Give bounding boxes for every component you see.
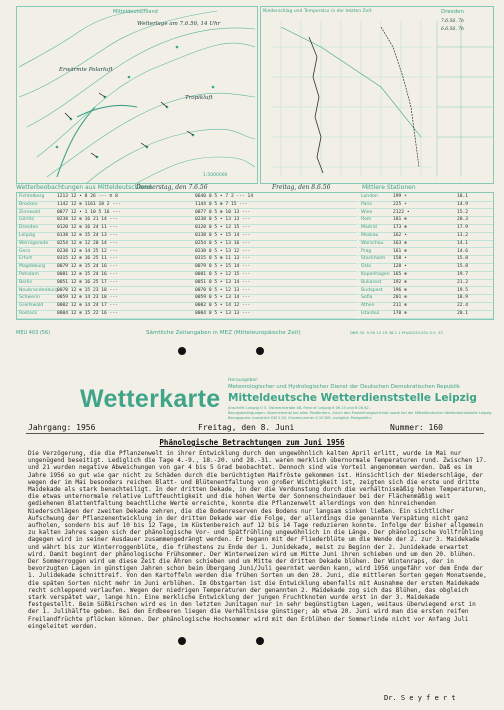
day2-values: 0238 0 5 • 13 12 --- (195, 248, 251, 254)
station-name: Greifswald (19, 303, 44, 309)
publisher-address: Anschrift: Leipzig O 5, Ostmarkstraße 48, Fernruf: Leipzig 6 06 24 und 6 08 62. (228, 406, 370, 410)
day2-values: 0070 0 5 • 12 13 --- (195, 287, 251, 293)
day1-values: 0138 12 ⊕ 15 24 13 --- (57, 233, 118, 238)
day1-values: 0079 12 ⊕ 15 24 16 --- (57, 264, 118, 270)
punch-hole (256, 637, 264, 645)
graph-note-2: 6.6.56, 7h (441, 27, 464, 32)
time-note: Sämtliche Zeitangaben in MEZ (Mitteleuropäische Zeit) (146, 330, 301, 336)
station-value: 15.8 (457, 256, 469, 262)
day1-values: 0315 12 ⊕ 16 25 11 --- (57, 256, 118, 262)
punch-hole (178, 347, 186, 355)
station-name: Sofia (361, 295, 373, 301)
day2-values: 0138 0 5 • 15 14 --- (195, 233, 251, 238)
day2-values: 0002 0 5 • 14 12 --- (195, 303, 251, 309)
publisher-subtitle: Meteorologischer und Hydrologischer Dienst der Deutschen Demokratischen Republik (228, 384, 460, 390)
station-name: Potsdam (19, 272, 39, 277)
station-value: 18.9 (457, 295, 469, 301)
day2-label: Freitag, den 8.6.56 (272, 184, 331, 191)
station-name: Görlitz (19, 217, 35, 223)
table-heading-row (16, 184, 492, 192)
station-name: Zinnwald (19, 209, 41, 215)
station-value: 201 ⊕ (393, 295, 407, 301)
publisher-name: Mitteldeutsche Wetterdienststelle Leipzig (228, 392, 477, 404)
article-title: Phänologische Betrachtungen zum Juni 1956 (159, 438, 345, 447)
other-stations (359, 193, 493, 319)
day2-values: 0079 0 5 • 15 14 --- (195, 264, 251, 270)
graph-note-1: 7.6.56, 7h (441, 19, 464, 24)
station-name: Budapest (361, 287, 383, 293)
front-label-polar: Erwärmte Polarluft (59, 67, 113, 73)
station-name: Stockholm (361, 256, 386, 262)
station-name: Bukarest (361, 279, 382, 285)
day2-values: 0315 0 5 ⊕ 11 13 --- (195, 256, 251, 262)
station-value: 13.2 (457, 233, 469, 238)
table-row (17, 310, 357, 319)
issue-year: Jahrgang: 1956 (28, 423, 96, 432)
station-name: Dresden (19, 225, 39, 231)
day1-values: 0238 12 ⊕ 16 21 14 --- (57, 217, 118, 223)
station-name: Fichtelberg (19, 194, 45, 199)
station-name: Berlin (19, 279, 33, 285)
station-value: 19.5 (457, 287, 469, 293)
day2-values: 1144 0 5 ⊕ 7 15 --- (195, 201, 248, 207)
isobar-map-drawing (17, 7, 257, 183)
day1-values: 0254 12 ⊕ 12 20 14 --- (57, 240, 118, 246)
day2-values: 0877 0 5 ⊕ 10 13 --- (195, 209, 251, 215)
station-value: 15.2 (457, 209, 469, 215)
publisher-subscription: Bezugsbedingungen: Abonnements bei allen Postämtern, durch den Postzeitungsvertrieb sowie bei der Mitteldeutschen Wetterdienststelle Leipzig. (228, 411, 493, 415)
station-value: 196 ⊕ (393, 287, 407, 293)
station-name: Moskau (361, 233, 379, 238)
station-value: 20.3 (457, 217, 469, 223)
punch-hole (256, 347, 264, 355)
station-value: 158 • (393, 256, 407, 262)
station-name: Athen (361, 303, 375, 309)
chart-band (16, 6, 492, 182)
punch-hole (178, 637, 186, 645)
station-name: Magdeburg (19, 264, 45, 270)
issue-number: Nummer: 160 (390, 423, 443, 432)
station-value: 21.2 (457, 279, 469, 285)
station-name: Oslo (361, 264, 372, 270)
station-name: Rostock (19, 311, 37, 316)
station-name: Schwerin (19, 295, 41, 301)
graph-title: Niederschlag und Temperatur in der letzten Zeit (263, 9, 372, 14)
issue-date: Freitag, den 8. Juni (198, 423, 295, 432)
graph-station: Dresden (441, 9, 464, 15)
station-value: 18.1 (457, 194, 469, 199)
temperature-graph-drawing (261, 7, 493, 183)
day2-values: 0120 0 5 • 12 15 --- (195, 225, 251, 231)
station-value: 211 ⊕ (393, 303, 407, 309)
publisher-price: Bezugspreis: monatlich DM 2,50. Einzelnummer 0,10 DM, zuzüglich Postgebühr. (228, 416, 372, 420)
day1-values: 0070 12 ⊕ 15 23 18 --- (57, 287, 118, 293)
header-rule (26, 433, 484, 434)
station-name: Erfurt (19, 256, 33, 262)
day1-values: 0059 12 ⊕ 14 23 18 --- (57, 295, 118, 301)
station-value: 161 ⊕ (393, 248, 407, 254)
day1-values: 0877 12 • 1 10 5 16 --- (57, 209, 121, 215)
day2-values: 0051 0 5 • 13 14 --- (195, 279, 251, 285)
station-value: 19.7 (457, 272, 469, 277)
day1-values: 0051 12 ⊕ 16 25 17 --- (57, 279, 118, 285)
station-value: 192 ⊕ (393, 279, 407, 285)
footer-code-left: MEU 403 (56) (16, 330, 51, 336)
day2-values: 0004 0 5 • 13 13 --- (195, 311, 251, 316)
station-value: 20.1 (457, 311, 469, 316)
right-heading: Mittlere Stationen (362, 184, 416, 191)
station-name: Paris (361, 201, 372, 207)
station-name: Prag (361, 248, 372, 254)
article-body (28, 450, 488, 630)
table-row (359, 310, 493, 319)
station-value: 15.8 (457, 264, 469, 270)
table-heading: Wetterbeobachtungen aus Mitteldeutschland (16, 184, 152, 191)
station-value: 22.4 (457, 303, 469, 309)
station-value: 162 • (393, 233, 407, 238)
station-name: Brocken (19, 201, 38, 207)
day1-values: 0238 12 ⊕ 14 25 12 --- (57, 248, 118, 254)
station-value: 128 • (393, 264, 407, 270)
station-value: 199 + (393, 194, 407, 199)
observation-table (16, 192, 494, 320)
day2-values: 0640 0 5 • 7 2 --- 14 (195, 194, 254, 199)
station-name: Gera (19, 248, 31, 254)
masthead-title: Wetterkarte (80, 385, 221, 413)
publisher-details (228, 406, 498, 421)
station-name: Neubrandenburg (19, 287, 58, 293)
station-value: 173 ⊕ (393, 225, 407, 231)
station-value: 225 + (393, 201, 407, 207)
day1-values: 0004 12 ⊕ 15 22 16 --- (57, 311, 118, 316)
station-name: Leipzig (19, 233, 36, 238)
station-value: 163 ⊕ (393, 240, 407, 246)
station-value: 14.9 (457, 201, 469, 207)
station-value: 165 ⊕ (393, 272, 407, 277)
day2-values: 0238 0 5 • 13 13 --- (195, 217, 251, 223)
day1-values: 1142 12 ⊕ 1161 18 2 --- (57, 201, 121, 207)
station-name: Wien (361, 209, 373, 215)
station-value: 14.1 (457, 240, 469, 246)
station-name: Warschau (361, 240, 384, 246)
day1-values: 0120 12 ⊕ 16 24 11 --- (57, 225, 118, 231)
day2-values: 0059 0 5 • 13 14 --- (195, 295, 251, 301)
station-value: 17.9 (457, 225, 469, 231)
station-value: 170 ⊕ (393, 311, 407, 316)
weather-map (16, 6, 258, 184)
front-label-tropic: Tropikluft (185, 95, 213, 101)
day1-values: 1213 12 • 8 26 --- ≡ 8 (57, 194, 118, 199)
station-value: 2122 • (393, 209, 410, 215)
day1-label: Donnerstag, den 7.6.56 (136, 184, 208, 191)
station-name: Rom (361, 217, 372, 223)
footer-code-right: DBR 30. 5.56 10 1R 38.1 1 PH/AG/30.031 0.5. 33 (350, 330, 443, 335)
map-scale: 1:5000000 (203, 173, 228, 178)
publisher-label: Herausgeber: (228, 378, 259, 383)
article-paragraph: Die Verzögerung, die die Pflanzenwelt in ihrer Entwicklung durch den ungewöhnlich kalten April erlitt, wurde im Mai nur ungenügend beseitigt. Lediglich die Tage 4.-9., 18.-20. und 28.-31. waren merklich übernormale Temperaturen rund. Zwischen 17. und 21 wurden negative Abweichungen von gar 4 bis 5 Grad beobachtet. Dennoch sind wie Vorteil angenommen werden. Daß es im Jahre 1956 so gut wie gar nicht zu Schäden durch die berüchtigten Maifröste gekommen ist. Hinsichtlich der Niederschläge, der wegen der im Mai besonders reichen Blatt- und Blütenentfaltung von großer Wichtigkeit ist, zeigten sich die erste und dritte Maidekade als stark benachteiligt. In der dritten Dekade, in der die Verdunstung durch die verhältnismäßig hohen Temperaturen, die etwas unternormale relative Luftfeuchtigkeit und die hohen Werte der Sonnenscheindauer bei der Flächenmäßig weit gediehenen Blattentfaltung beachtliche Werte erreichte, konnte die Pflanzenwelt allerdings von den hinreichenden Niederschlägen der zweiten Dekade zehren, die die Bodenreserven des Bodens nur langsam sinken ließen. Ein sichtlicher Aufschwung der Pflanzenentwicklung in der dritten Dekade war die Folge, der allerdings die genannte Verspätung nicht ganz aufholen, sondern bis auf 10 bis 12 Tage, im Küstenbereich auf 12 bis 14 Tage reduzieren konnte. Infolge der bisher allgemein zu kalten Jahres sagen sich der phänologische Vor- und Spätfrühling ungewöhnlich in die Länge. Der phänologische Vollfrühling dagegen wird in seiner Ausdauer zusammengedrängt werden. Er begann mit der Fliederblüte um die Wende der 2. zur 3. Maidekade und währt bis zur Winterroggenblüte, die frühestens zu Ende der 1. Junidekade, meist zu Beginn der 2. Junidekade erwartet wird. Damit beginnt der phänologische Frühsommer. Der Winterweizen wird um Mitte Juni ihren schieben und um den 20. blühen. Der Sommerroggen wird um diese Zeit die Ähren schieben und um Mitte der dritten Dekade blühen. Der Wintenraps, der in bevorzugten Lagen in günstigen Jahren schon beim Übergang Juni/Juli geerntet werden kann, wird 1956 ungefähr vor dem Ende der 1. Julidekade schnittreif. Von den Kartoffeln werden die frühen Sorten um den 20. Juni, die mittleren Sorten gegen Monatsende, die späten Sorten nicht mehr im Juni erblühen. Im Obstgarten ist die Entwicklung ebenfalls mit Ausnahme der ersten Maidekade recht schleppend verlaufen. Wegen der niedrigen Temperaturen der genannten 2. Maidekade zog sich das Blühen, das obgleich stark verspätet war, lange hin. Eine merkliche Entwicklung der jungen Fruchtknoten wurde erst in der 3. Maidekade festgestellt. Beim Süßkirschen wird es in den letzten Junitagen nur in sehr begünstigten Lagen, weitaus überwiegend erst in der 1. Julihälfte geben. Bei den Erdbeeren liegen die Verhältnisse günstiger; ab etwa 20. Juni wird man die ersten reifen Freilandfrüchte pflücken können. Der phänologische Hochsommer wird mit den Erblühen der Sommerlinde nicht vor Anfang Juli eingeleitet werden. (28, 450, 487, 630)
article-signature: Dr. S e y f e r t (384, 694, 456, 702)
station-name: London (361, 194, 378, 199)
day2-values: 0254 0 5 • 13 16 --- (195, 240, 251, 246)
map-caption: Wetterlage am 7.6.56, 14 Uhr (137, 21, 221, 27)
day1-values: 0081 12 ⊕ 15 24 16 --- (57, 272, 118, 277)
climate-graph (260, 6, 494, 184)
station-value: 181 ⊕ (393, 217, 407, 223)
station-name: Istanbul (361, 311, 380, 316)
station-name: Madrid (361, 225, 377, 231)
station-name: Kopenhagen (361, 272, 390, 277)
day2-values: 0081 0 5 • 12 15 --- (195, 272, 251, 277)
day1-values: 0002 12 ⊕ 14 24 17 --- (57, 303, 118, 309)
station-value: 14.6 (457, 248, 469, 254)
map-region-label: Mitteldeutschland (113, 9, 158, 15)
station-name: Wernigerode (19, 240, 49, 246)
